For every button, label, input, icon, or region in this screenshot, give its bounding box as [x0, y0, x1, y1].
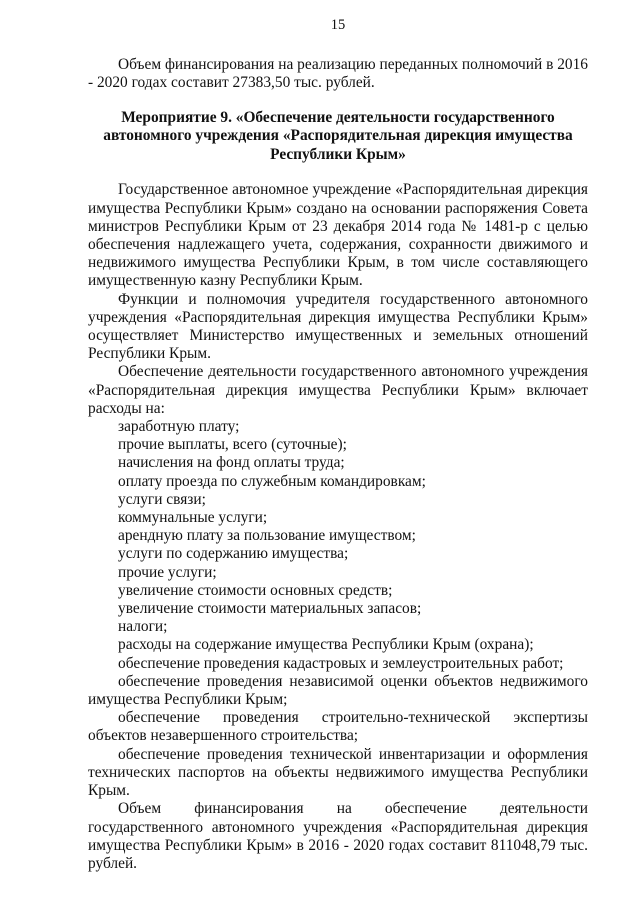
list-item: услуги по содержанию имущества; — [118, 545, 349, 563]
list-item: обеспечение проведения кадастровых и землеустроительных работ; — [118, 654, 564, 672]
paragraph-establishment: Государственное автономное учреждение «Распорядительная дирекция имущества Республики Крым» создано на основании распоряжения Совета министров Республики Крым от 23 декабря 2014 года № 1481-р с целью обеспечения надлежащего учета, содержания, сохранности движимого и недвижимого имущества Республики Крым, в том числе составляющего имущественную казну Республики Крым. — [88, 181, 588, 290]
paragraph-expenses-intro: Обеспечение деятельности государственного автономного учреждения «Распорядительная дирекция имущества Республики Крым» включает расходы на: — [88, 363, 588, 417]
list-item: увеличение стоимости материальных запасов; — [118, 600, 422, 618]
intro-paragraph: Объем финансирования на реализацию переданных полномочий в 2016 - 2020 годах составит 27383,50 тыс. рублей. — [88, 56, 588, 92]
list-item: услуги связи; — [118, 490, 206, 508]
expense-list — [88, 418, 588, 800]
list-item: расходы на содержание имущества Республики Крым (охрана); — [118, 636, 534, 654]
list-item: оплату проезда по служебным командировкам; — [118, 472, 426, 490]
list-item: прочие выплаты, всего (суточные); — [118, 436, 347, 454]
page-number: 15 — [330, 17, 346, 33]
list-item: начисления на фонд оплаты труда; — [118, 454, 345, 472]
list-item: заработную плату; — [118, 418, 240, 436]
section-heading: Мероприятие 9. «Обеспечение деятельности государственного автономного учреждения «Распорядительная дирекция имущества Республики Крым» — [103, 108, 573, 163]
list-item: арендную плату за пользование имуществом; — [118, 527, 416, 545]
closing-paragraph: Объем финансирования на обеспечение деятельности государственного автономного учреждения «Распорядительная дирекция имущества Республики Крым» в 2016 - 2020 годах составит 811048,79 тыс. рублей. — [88, 800, 588, 872]
list-item: обеспечение проведения технической инвентаризации и оформления технических паспортов на объекты недвижимого имущества Республики Крым. — [88, 745, 588, 800]
list-item: коммунальные услуги; — [118, 509, 268, 527]
list-item: обеспечение проведения независимой оценки объектов недвижимого имущества Республики Крым; — [88, 672, 588, 709]
list-item: прочие услуги; — [118, 563, 217, 581]
document-page — [88, 16, 588, 873]
paragraph-founder-functions: Функции и полномочия учредителя государственного автономного учреждения «Распорядительная дирекция имущества Республики Крым» осуществляет Министерство имущественных и земельных отношений Республики Крым. — [88, 290, 588, 363]
list-item: обеспечение проведения строительно-технической экспертизы объектов незавершенного строительства; — [88, 709, 588, 745]
list-item: налоги; — [118, 618, 168, 636]
list-item: увеличение стоимости основных средств; — [118, 581, 393, 599]
